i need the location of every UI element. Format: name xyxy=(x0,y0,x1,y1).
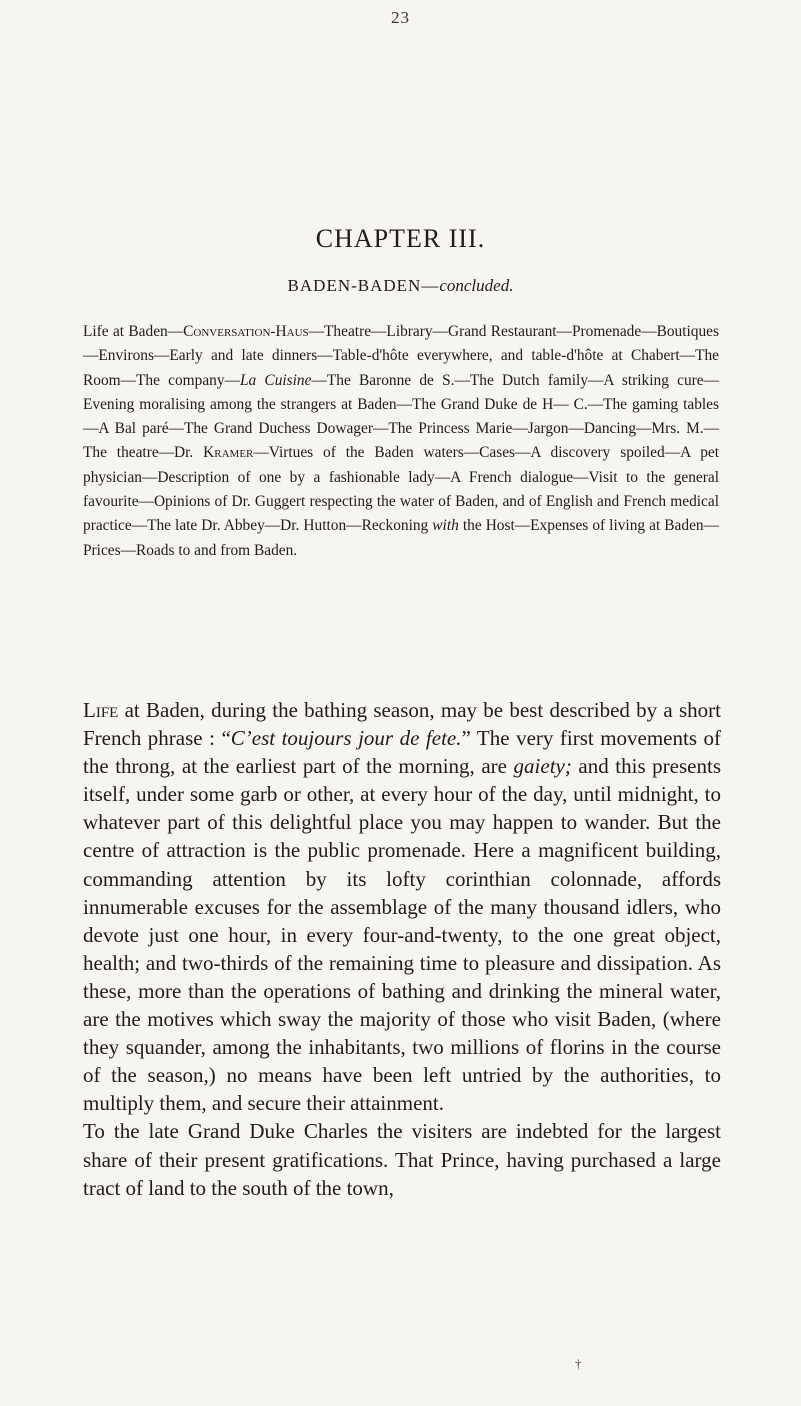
chapter-subtitle xyxy=(0,276,801,296)
drop-word: Life xyxy=(83,698,119,722)
body-text xyxy=(83,696,721,1202)
synopsis-smallcaps: Kramer xyxy=(203,444,254,462)
synopsis-italic: with xyxy=(432,517,459,535)
paragraph-text: ” The very first movements of the throng, at the earliest part of the morning, are xyxy=(83,726,722,779)
synopsis-text: —The Baronne de S.—The Dutch family—A striking cure—Evening moralising among the strangers at Baden—The Grand Duke de H— C.—The gaming tables—A Bal paré—The Grand Duchess Dowager—The Princess Marie—Jargon—Dancing—Mrs. M.—The theatre—Dr. xyxy=(83,371,719,462)
synopsis-text: Life at Baden— xyxy=(83,323,184,340)
paragraph-2: To the late Grand Duke Charles the visiters are indebted for the largest share of their present gratifications. That Prince, having purchased a large tract of land to the south of the town, xyxy=(83,1119,721,1200)
subtitle-continuation: concluded. xyxy=(439,276,514,295)
paragraph-text: at Baden, during the bathing season, may be best described by a short French phrase : “ xyxy=(83,698,721,751)
paragraph-text: and this presents itself, under some garb or other, at every hour of the day, until midnight, to whatever part of this delightful place you may happen to wander. But the centre of attraction is the public promenade. Here a magnificent building, commanding attention by its lofty corinthian colonnade, affords innumerable excuses for the assemblage of the many thousand idlers, who devote just one hour, in every four-and-twenty, to the one great object, health; and two-thirds of the remaining time to pleasure and dissipation. As these, more than the operations of bathing and drinking the mineral water, are the motives which sway the majority of those who visit Baden, (where they squander, among the inhabitants, two millions of florins in the course of the season,) no means have been left untried by the authorities, to multiply them, and secure their attainment. xyxy=(83,754,721,1116)
subtitle-main: BADEN-BADEN— xyxy=(287,276,440,295)
synopsis-text: the Host—Expenses of living at Baden—Prices—Roads to and from Baden. xyxy=(83,517,719,559)
chapter-title: CHAPTER III. xyxy=(315,224,486,253)
synopsis-italic: La Cuisine xyxy=(239,371,312,389)
chapter-synopsis xyxy=(83,320,719,563)
page-number: 23 xyxy=(391,8,410,27)
synopsis-text: —Virtues of the Baden waters—Cases—A discovery spoiled—A pet physician—Description of one by a fashionable lady—A French dialogue—Visit to the general favourite—Opinions of Dr. Guggert respecting the water of Baden, and of English and French medical practice—The late Dr. Abbey—Dr. Hutton—Reckoning xyxy=(83,444,719,535)
synopsis-text: —Theatre—Library—Grand Restaurant—Promenade—Boutiques—Environs—Early and late dinners—Table-d'hôte everywhere, and table-d'hôte at Chabert—The Room—The company— xyxy=(83,323,719,389)
signature-mark: † xyxy=(575,1356,582,1371)
paragraph-1 xyxy=(83,696,721,1117)
synopsis-smallcaps: Conversation-Haus xyxy=(183,323,309,340)
italic-word: gaiety; xyxy=(513,754,572,779)
french-phrase: C’est toujours jour de fete. xyxy=(230,726,462,751)
